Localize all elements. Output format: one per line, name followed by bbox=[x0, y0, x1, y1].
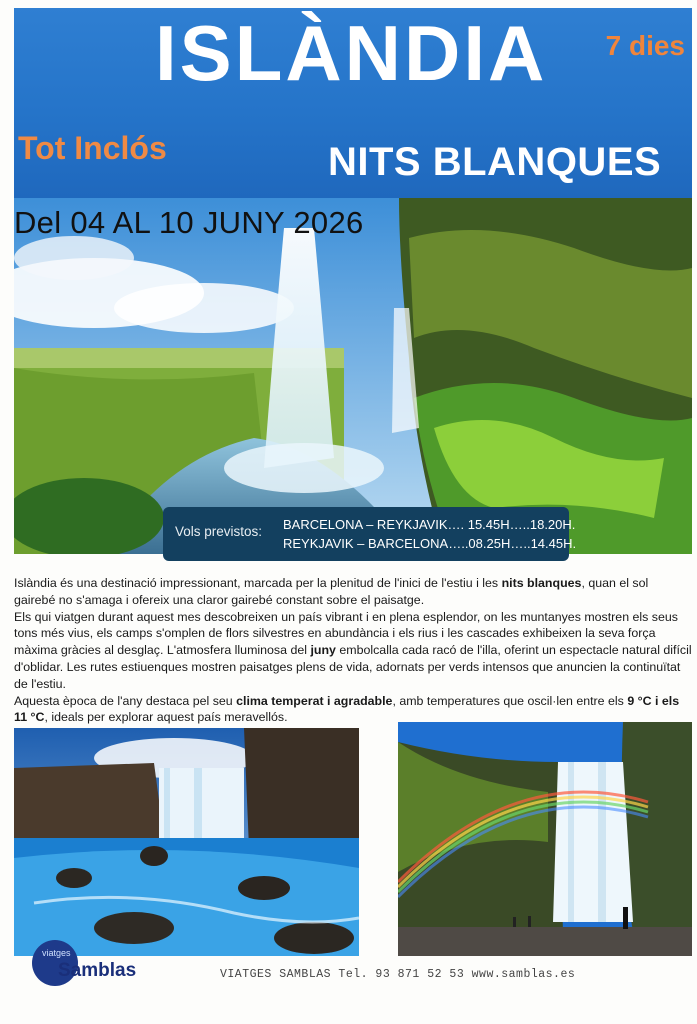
flights-label: Vols previstos: bbox=[175, 524, 263, 539]
description-text bbox=[14, 575, 692, 726]
flights-box bbox=[163, 507, 577, 561]
hero-waterfall-image bbox=[14, 198, 692, 554]
logo-name: Samblas bbox=[58, 960, 137, 981]
paragraph-1: Islàndia és una destinació impressionant, marcada per la plenitud de l'inici de l'estiu i les nits blanques, quan el sol gairebé no s'amaga i ofereix una claror gairebé constant sobre el paisatge. bbox=[14, 576, 649, 607]
samblas-logo bbox=[32, 940, 152, 990]
logo-small-text: viatges bbox=[42, 948, 71, 958]
subtitle: NITS BLANQUES bbox=[328, 140, 662, 184]
photo-rainbow-waterfall bbox=[398, 722, 692, 956]
travel-dates: Del 04 AL 10 JUNY 2026 bbox=[14, 205, 364, 240]
duration-label: 7 dies bbox=[605, 30, 685, 61]
flight-outbound: BARCELONA – REYKJAVIK…. 15.45H…..18.20H. bbox=[283, 517, 576, 532]
footer-contact: VIATGES SAMBLAS Tel. 93 871 52 53 www.samblas.es bbox=[220, 968, 576, 981]
paragraph-2: Els qui viatgen durant aquest mes descobreixen un país vibrant i en plena esplendor, on les muntanyes mostren els seus tons més vius, els camps s'omplen de flors silvestres en abundància i els rius i les cascades exhibeixen la seva força màxima gràcies al desglaç. L'atmosfera lluminosa del juny embolcalla cada racó de l'illa, oferint un espectacle natural difícil d'oblidar. Les rutes estiuenques mostren paisatges plens de vida, adornats per verds intensos que anuncien la continuïtat de l'estiu. bbox=[14, 609, 692, 691]
all-inclusive-label: Tot Inclós bbox=[18, 130, 167, 166]
photo-river-waterfall bbox=[14, 728, 359, 956]
paragraph-3: Aquesta època de l'any destaca pel seu clima temperat i agradable, amb temperatures que oscil·len entre els 9 °C i els 11 °C, ideals per explorar aquest país meravellós. bbox=[14, 693, 680, 725]
flight-return: REYKJAVIK – BARCELONA…..08.25H…..14.45H. bbox=[283, 536, 577, 551]
page-title: ISLÀNDIA bbox=[155, 9, 548, 97]
